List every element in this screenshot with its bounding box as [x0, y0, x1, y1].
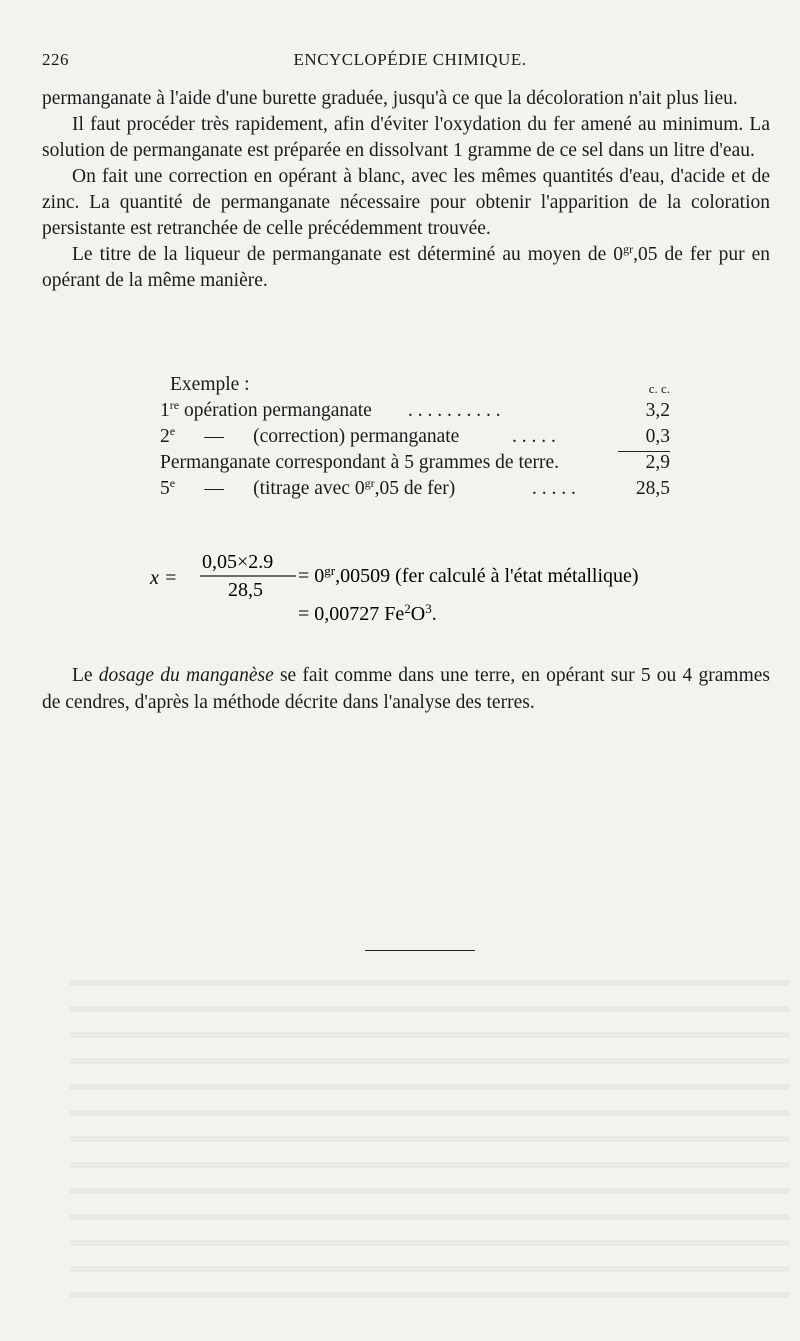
example-heading: Exemple : — [170, 374, 250, 395]
row-label: 5e — (titrage avec $0^{gr},05$ de fer) — [160, 476, 456, 499]
formula-second-line: = 0,00727 $Fe^2O^3$. — [298, 601, 437, 625]
row-dots: . . . . . — [512, 426, 556, 447]
row-label: Permanganate correspondant à 5 grammes de terre. — [160, 452, 560, 473]
paragraph-rapid-procedure: Il faut procéder très rapidement, afin d'éviter l'oxydation du fer amené au minimum. La solution de permanganate est préparée en dissolvant 1 gramme de ce sel dans un litre d'eau. — [42, 114, 770, 161]
page-header — [42, 50, 778, 74]
row-label: 1re opération permanganate — [160, 398, 372, 421]
example-row — [160, 424, 670, 450]
section-end-rule — [365, 950, 475, 951]
row-value: 28,5 — [635, 478, 670, 499]
example-row — [160, 450, 670, 476]
closing-rest: se fait comme dans une terre, en opérant sur 5 ou 4 grammes de cendres, d'après la méthode décrite dans l'analyse des terres. — [42, 665, 770, 713]
titre-text: Le titre de la liqueur de permanganate est déterminé au moyen de $0^{gr},05$ de fer pur en opérant de la même manière. — [42, 242, 771, 291]
example-row — [160, 398, 670, 424]
row-dots: . . . . . . . . . . — [408, 400, 501, 421]
example-heading-row — [160, 372, 670, 398]
unit-label: c. c. — [648, 381, 670, 396]
closing-paragraph — [42, 662, 770, 716]
fraction-formula — [150, 548, 710, 638]
row-value: 2,9 — [645, 452, 670, 473]
paragraph-continuation: permanganate à l'aide d'une burette graduée, jusqu'à ce que la décoloration n'ait plus lieu. — [42, 88, 738, 109]
closing-prefix: Le — [72, 665, 99, 686]
formula-lhs: x = — [150, 567, 178, 589]
example-row — [160, 476, 670, 502]
body-text — [42, 86, 770, 294]
row-dots: . . . . . — [532, 478, 576, 499]
bleed-through-text — [70, 960, 790, 1300]
formula-result: = $0^{gr},00509$ (fer calculé à l'état métallique) — [298, 563, 639, 587]
paragraph-correction: On fait une correction en opérant à blanc, avec les mêmes quantités d'eau, d'acide et de zinc. La quantité de permanganate nécessaire pour obtenir l'apparition de la coloration persistante est retranchée de celle précédemment trouvée. — [42, 166, 770, 239]
formula-denominator: 28,5 — [228, 579, 263, 601]
page-number: 226 — [42, 50, 69, 69]
row-value: 0,3 — [645, 426, 670, 447]
row-value: 3,2 — [645, 400, 670, 421]
paragraph-titre — [42, 242, 770, 294]
formula-numerator: 0,05×2.9 — [202, 551, 274, 573]
example-block — [160, 372, 670, 502]
row-label: 2e — (correction) permanganate — [160, 424, 460, 447]
running-title: ENCYCLOPÉDIE CHIMIQUE. — [293, 50, 527, 69]
closing-italic: dosage du manganèse — [98, 665, 274, 686]
